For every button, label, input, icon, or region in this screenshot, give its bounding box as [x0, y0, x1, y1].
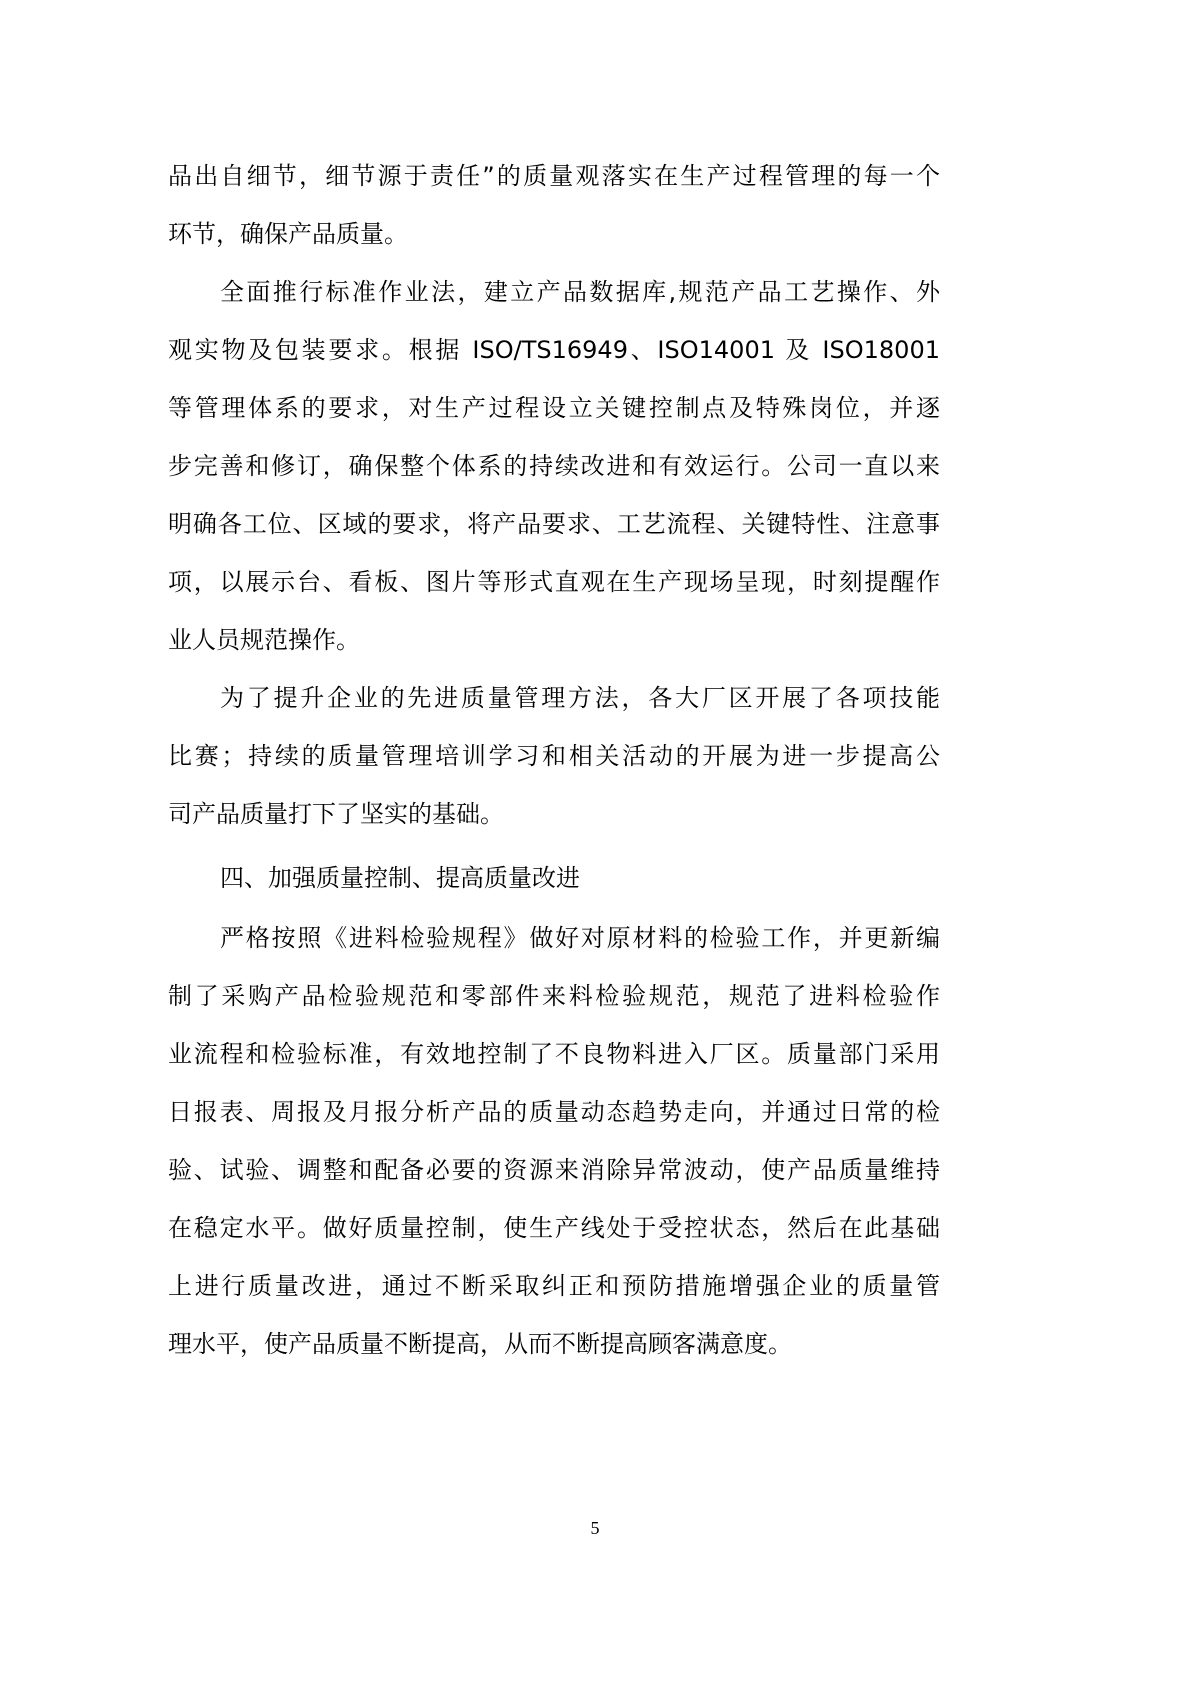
page-number: 5	[590, 1518, 600, 1538]
text-line: 步完善和修订，确保整个体系的持续改进和有效运行。公司一直以来	[168, 452, 940, 480]
text-line: 品出自细节，细节源于责任”的质量观落实在生产过程管理的每一个	[168, 162, 940, 190]
section-heading	[168, 849, 940, 907]
text-line: 观实物及包装要求。根据 ISO/TS16949、ISO14001 及 ISO18001	[168, 336, 940, 364]
section-heading-text: 四、加强质量控制、提高质量改进	[220, 864, 580, 892]
paragraph-skill-competition	[168, 669, 940, 843]
text-line: 司产品质量打下了坚实的基础。	[168, 800, 504, 828]
text-line: 上进行质量改进，通过不断采取纠正和预防措施增强企业的质量管	[168, 1272, 940, 1300]
text-line: 日报表、周报及月报分析产品的质量动态趋势走向，并通过日常的检	[168, 1098, 940, 1126]
text-line: 验、试验、调整和配备必要的资源来消除异常波动，使产品质量维持	[168, 1156, 940, 1184]
text-line: 业人员规范操作。	[168, 626, 360, 654]
text-line: 明确各工位、区域的要求，将产品要求、工艺流程、关键特性、注意事	[168, 510, 940, 538]
paragraph-standard-operation	[168, 263, 940, 669]
text-line: 在稳定水平。做好质量控制，使生产线处于受控状态，然后在此基础	[168, 1214, 940, 1242]
text-line: 制了采购产品检验规范和零部件来料检验规范，规范了进料检验作	[168, 982, 940, 1010]
text-line: 等管理体系的要求，对生产过程设立关键控制点及特殊岗位，并逐	[168, 394, 940, 422]
paragraph-quality-control	[168, 909, 940, 1373]
text-line: 全面推行标准作业法，建立产品数据库,规范产品工艺操作、外	[220, 278, 940, 306]
text-line: 项，以展示台、看板、图片等形式直观在生产现场呈现，时刻提醒作	[168, 568, 940, 596]
text-line: 理水平，使产品质量不断提高，从而不断提高顾客满意度。	[168, 1330, 792, 1358]
continued-paragraph	[168, 147, 940, 263]
body-text	[168, 147, 940, 1373]
text-line: 环节，确保产品质量。	[168, 220, 408, 248]
text-line: 严格按照《进料检验规程》做好对原材料的检验工作，并更新编	[220, 924, 940, 952]
text-line: 业流程和检验标准，有效地控制了不良物料进入厂区。质量部门采用	[168, 1040, 940, 1068]
text-line: 比赛；持续的质量管理培训学习和相关活动的开展为进一步提高公	[168, 742, 940, 770]
text-line: 为了提升企业的先进质量管理方法，各大厂区开展了各项技能	[220, 684, 940, 712]
